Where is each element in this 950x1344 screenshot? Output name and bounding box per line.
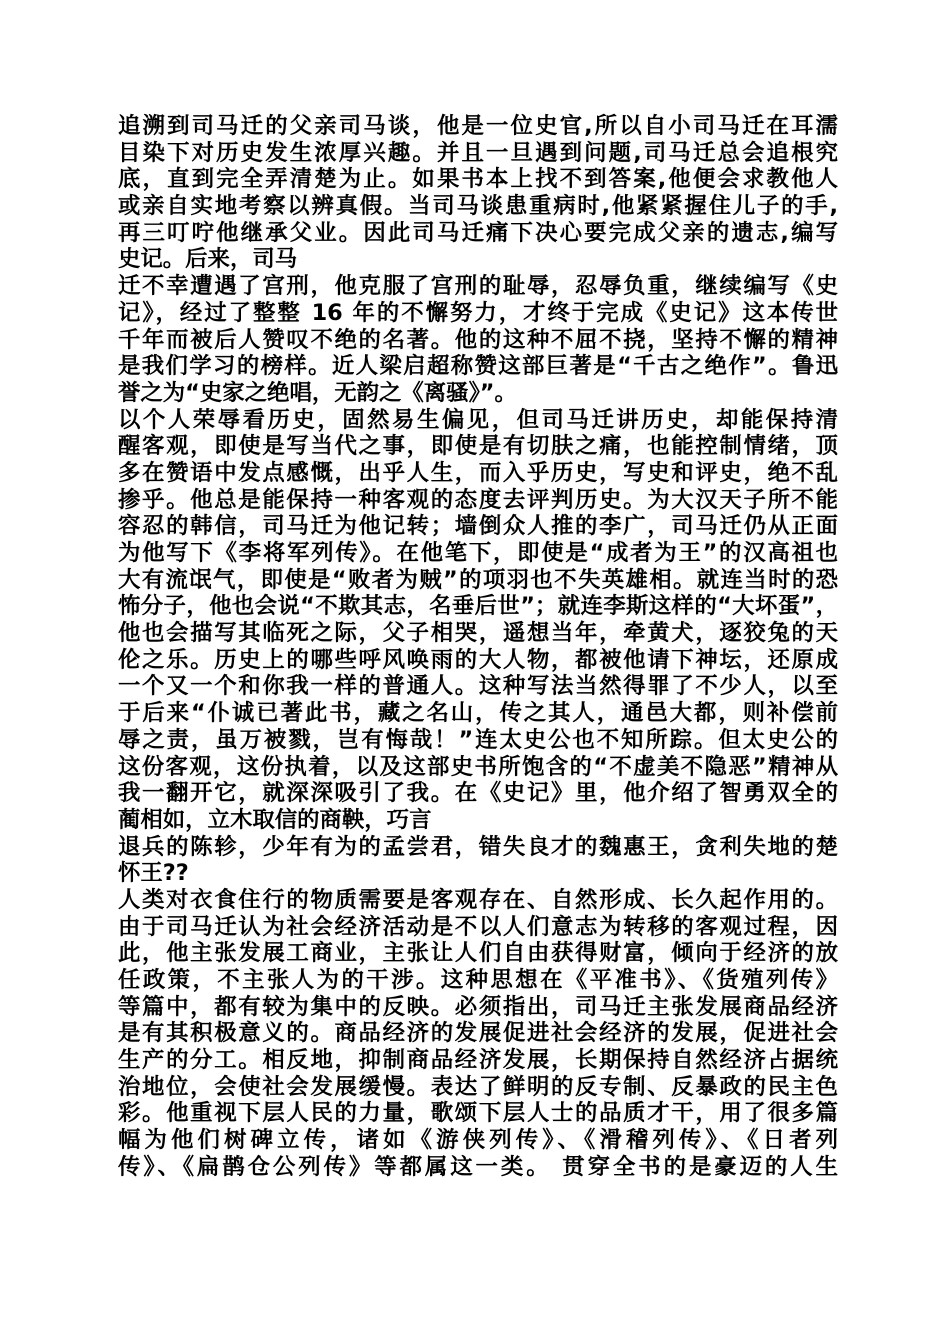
text-line: 或亲自实地考察以辨真假。当司马谈患重病时,他紧紧握住儿子的手, — [118, 193, 838, 220]
text-line: 此，他主张发展工商业，主张让人们自由获得财富，倾向于经济的放 — [118, 940, 838, 967]
text-line: 以个人荣辱看历史，固然易生偏见，但司马迁讲历史，却能保持清 — [118, 406, 838, 433]
text-line: 记》，经过了整整 16 年的不懈努力，才终于完成《史记》这本传世 — [118, 299, 838, 326]
text-line: 人类对衣食住行的物质需要是客观存在、自然形成、长久起作用的。 — [118, 886, 838, 913]
text-line: 怀王?? — [118, 860, 189, 887]
text-line: 我一翻开它，就深深吸引了我。在《史记》里，他介绍了智勇双全的 — [118, 780, 838, 807]
document-body — [118, 113, 838, 1181]
text-line: 伦之乐。历史上的哪些呼风唤雨的大人物，都被他请下神坛，还原成 — [118, 646, 838, 673]
text-line: 为他写下《李将军列传》。在他笔下，即使是“成者为王”的汉高祖也 — [118, 540, 838, 566]
text-line: 再三叮咛他继承父业。因此司马迁痛下决心要完成父亲的遗志,编写 — [118, 219, 838, 246]
text-line: 他也会描写其临死之际，父子相哭，遥想当年，牵黄犬，逐狡兔的天 — [118, 620, 838, 647]
text-line: 追溯到司马迁的父亲司马谈，他是一位史官,所以自小司马迁在耳濡 — [118, 113, 838, 139]
text-line: 容忍的韩信，司马迁为他记转；墙倒众人推的李广，司马迁仍从正面 — [118, 513, 838, 540]
text-line: 彩。他重视下层人民的力量，歌颂下层人士的品质才干，用了很多篇 — [118, 1100, 838, 1127]
text-line: 迁不幸遭遇了宫刑，他克服了宫刑的耻辱，忍辱负重，继续编写《史 — [118, 273, 838, 300]
text-line: 由于司马迁认为社会经济活动是不以人们意志为转移的客观过程，因 — [118, 913, 838, 940]
text-line: 醒客观，即使是写当代之事，即使是有切肤之痛，也能控制情绪，顶 — [118, 433, 838, 460]
text-line: 治地位，会使社会发展缓慢。表达了鲜明的反专制、反暴政的民主色 — [118, 1073, 838, 1100]
text-line: 等篇中，都有较为集中的反映。必须指出，司马迁主张发展商品经济 — [118, 993, 838, 1020]
text-line: 这份客观，这份执着，以及这部史书所饱含的“不虚美不隐恶”精神从 — [118, 753, 838, 780]
text-line: 幅为他们树碑立传，诸如《游侠列传》、《滑稽列传》、《日者列 — [118, 1127, 838, 1154]
text-line: 掺乎。他总是能保持一种客观的态度去评判历史。为大汉天子所不能 — [118, 486, 838, 513]
text-line: 是我们学习的榜样。近人梁启超称赞这部巨著是“千古之绝作”。鲁迅 — [118, 353, 838, 380]
text-line: 是有其积极意义的。商品经济的发展促进社会经济的发展，促进社会 — [118, 1020, 838, 1047]
text-line: 誉之为“史家之绝唱，无韵之《离骚》”。 — [118, 379, 517, 406]
text-line: 千年而被后人赞叹不绝的名著。他的这种不屈不挠，坚持不懈的精神 — [118, 326, 838, 353]
text-line: 传》、《扁鹊仓公列传》等都属这一类。 贯穿全书的是豪迈的人生 — [118, 1153, 838, 1180]
text-line: 大有流氓气，即使是“败者为贼”的项羽也不失英雄相。就连当时的恐 — [118, 566, 838, 593]
text-line: 退兵的陈轸，少年有为的孟尝君，错失良才的魏惠王，贪利失地的楚 — [118, 833, 838, 860]
text-line: 多在赞语中发点感慨，出乎人生，而入乎历史，写史和评史，绝不乱 — [118, 459, 838, 486]
text-line: 史记。后来，司马 — [118, 246, 298, 273]
text-line: 一个又一个和你我一样的普通人。这种写法当然得罪了不少人，以至 — [118, 673, 838, 700]
text-line: 蔺相如，立木取信的商鞅，巧言 — [118, 806, 432, 833]
text-line: 于后来“仆诚已著此书，藏之名山，传之其人，通邑大都，则补偿前 — [118, 700, 838, 727]
text-line: 任政策，不主张人为的干涉。这种思想在《平准书》、《货殖列传》 — [118, 967, 838, 993]
text-line: 辱之责，虽万被戮，岂有悔哉！”连太史公也不知所踪。但太史公的 — [118, 726, 838, 753]
text-line: 生产的分工。相反地，抑制商品经济发展，长期保持自然经济占据统 — [118, 1047, 838, 1074]
text-line: 底，直到完全弄清楚为止。如果书本上找不到答案,他便会求教他人 — [118, 166, 838, 193]
text-line: 怖分子，他也会说“不欺其志，名垂后世”；就连李斯这样的“大坏蛋”， — [118, 593, 838, 620]
text-line: 目染下对历史发生浓厚兴趣。并且一旦遇到问题,司马迁总会追根究 — [118, 139, 838, 166]
